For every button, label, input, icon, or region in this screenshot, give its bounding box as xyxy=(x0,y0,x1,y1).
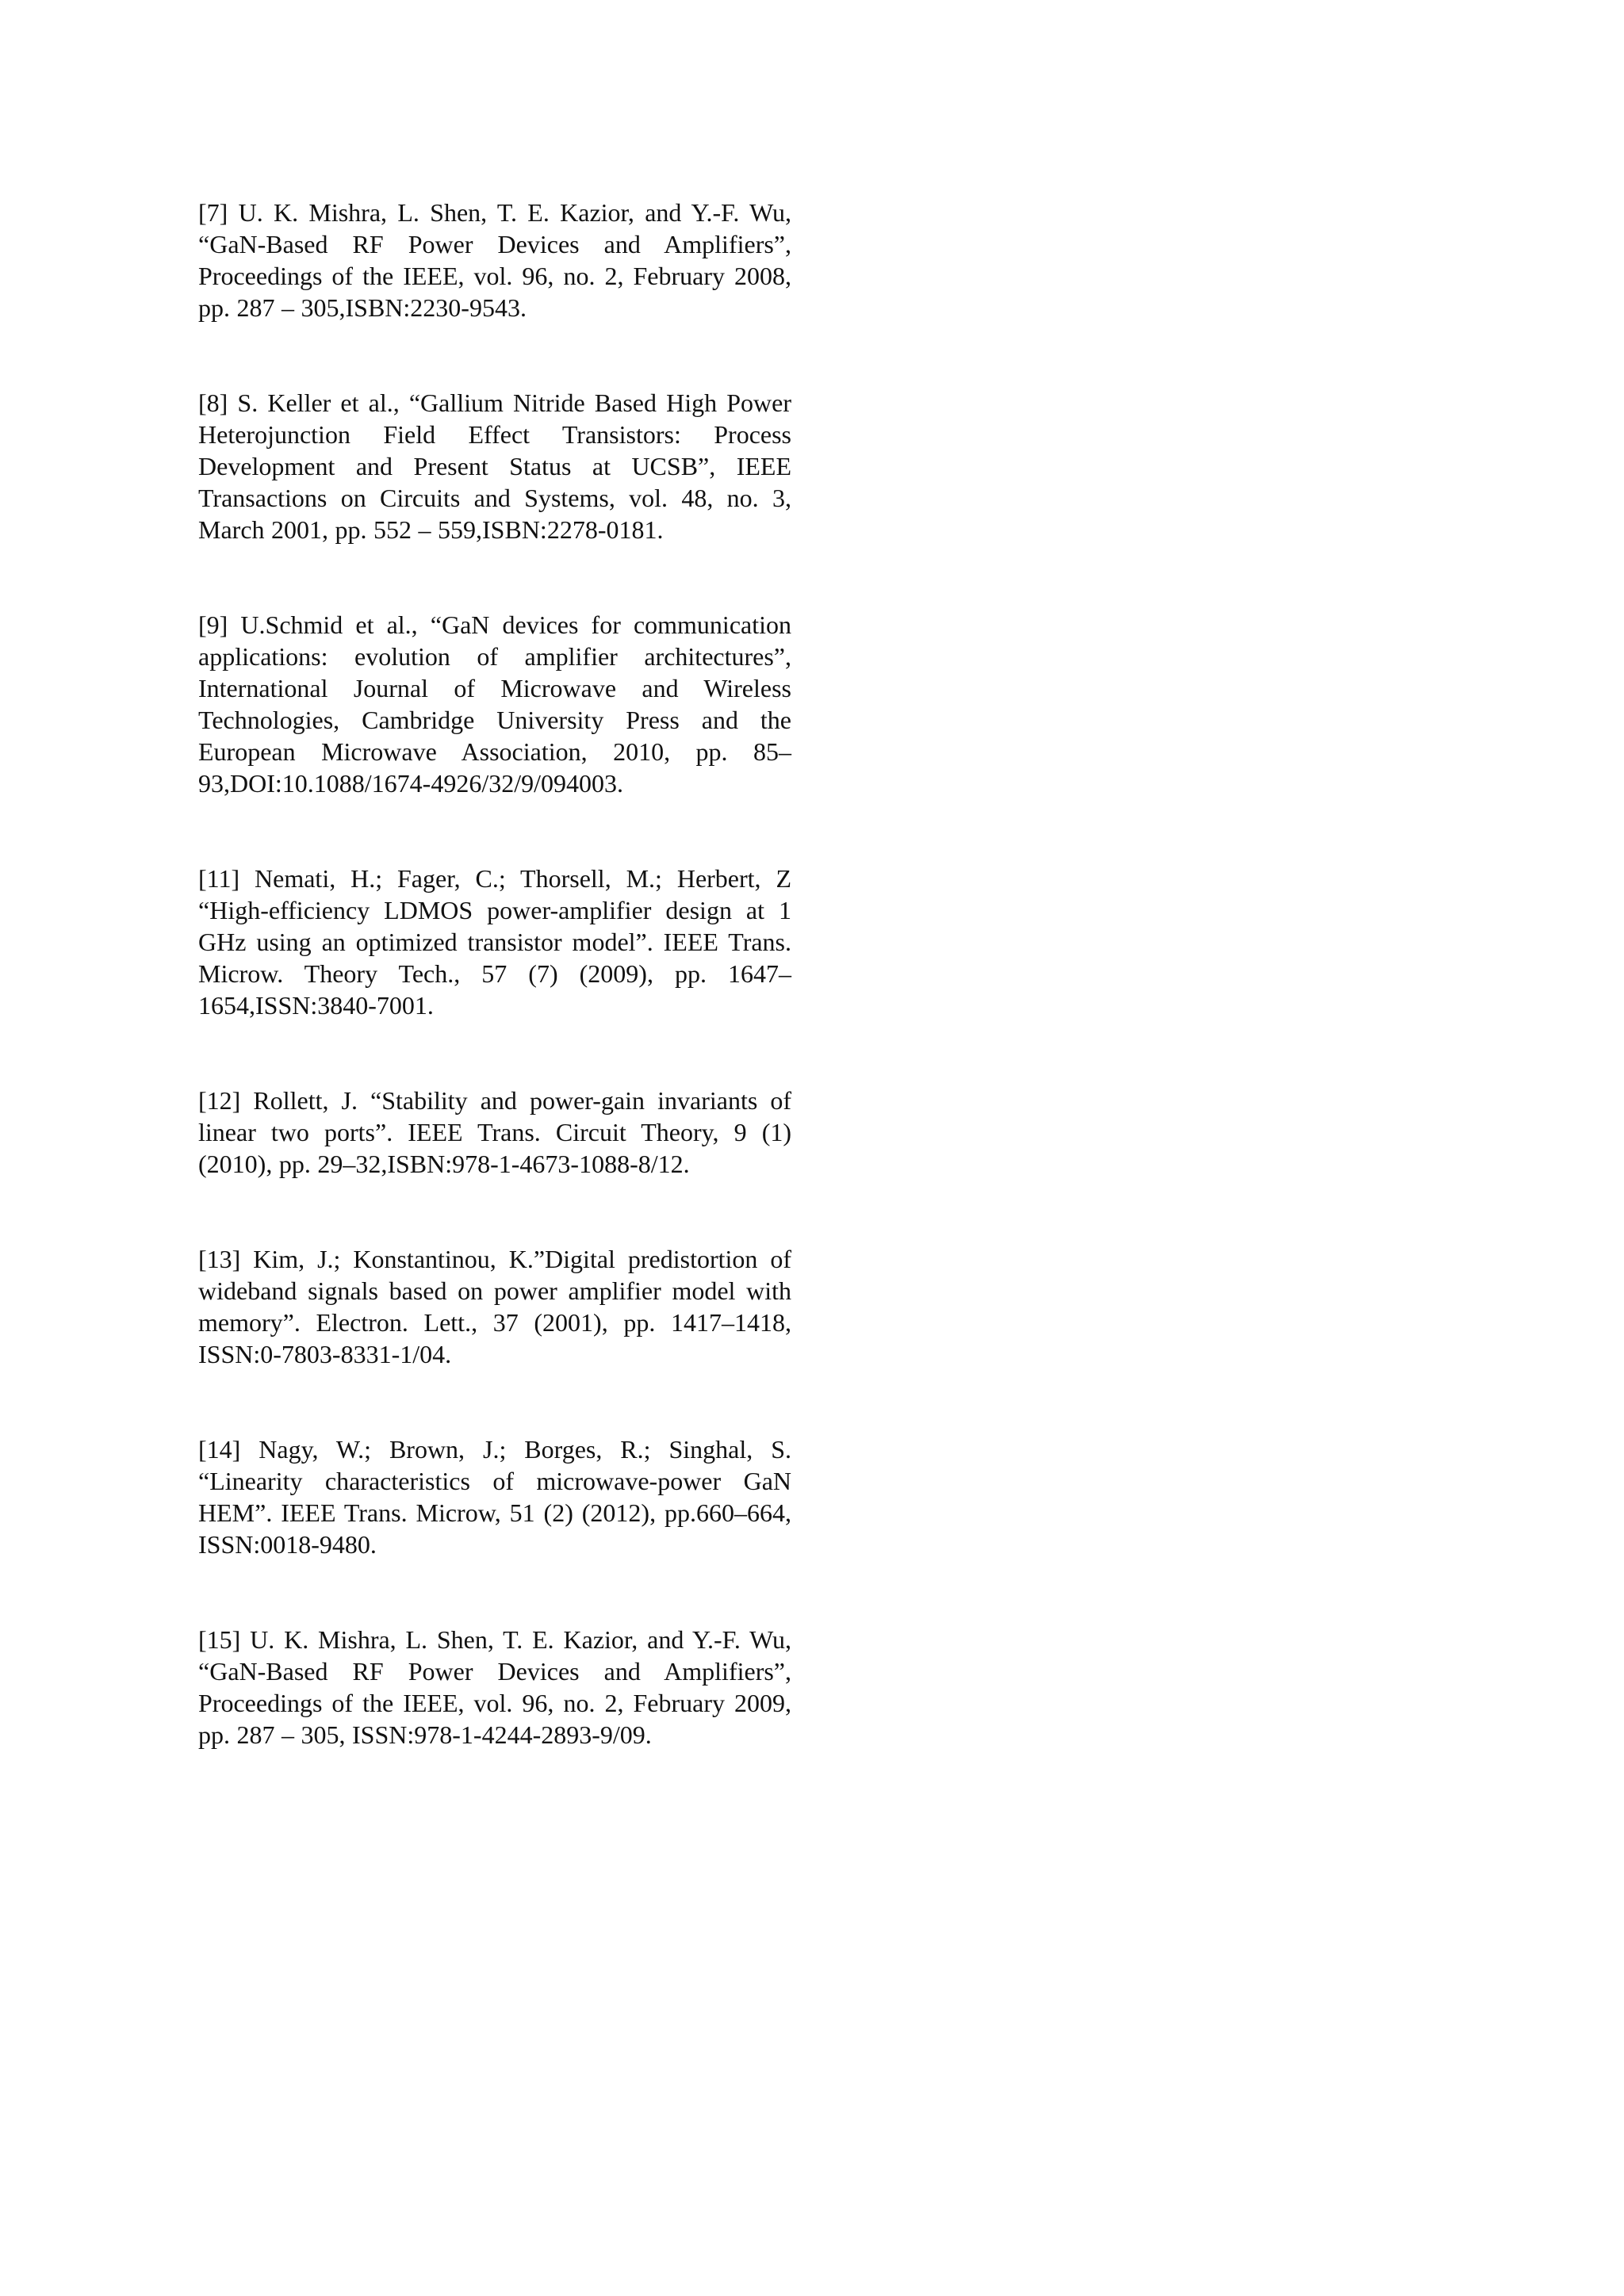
reference-item-15: [15] U. K. Mishra, L. Shen, T. E. Kazior, and Y.-F. Wu, “GaN-Based RF Power Devices and Amplifiers”, Proceedings of the IEEE, vol. 96, no. 2, February 2009, pp. 287 – 305, ISSN:978-1-4244-2893-9/09. xyxy=(198,1625,791,1749)
reference-item-8: [8] S. Keller et al., “Gallium Nitride Based High Power Heterojunction Field Effect Transistors: Process Development and Present Status at UCSB”, IEEE Transactions on Circuits and Systems, vol. 48, no. 3, March 2001, pp. 552 – 559,ISBN:2278-0181. xyxy=(198,388,791,544)
reference-item-11: [11] Nemati, H.; Fager, C.; Thorsell, M.; Herbert, Z “High-efficiency LDMOS power-amplifier design at 1 GHz using an optimized transistor model”. IEEE Trans. Microw. Theory Tech., 57 (7) (2009), pp. 1647–1654,ISSN:3840-7001. xyxy=(198,864,791,1020)
reference-item-7: [7] U. K. Mishra, L. Shen, T. E. Kazior, and Y.-F. Wu, “GaN-Based RF Power Devices and Amplifiers”, Proceedings of the IEEE, vol. 96, no. 2, February 2008, pp. 287 – 305,ISBN:2230-9543. xyxy=(198,198,791,322)
reference-item-9: [9] U.Schmid et al., “GaN devices for communication applications: evolution of amplifier architectures”, International Journal of Microwave and Wireless Technologies, Cambridge University Press and the European Microwave Association, 2010, pp. 85–93,DOI:10.1088/1674-4926/32/9/094003. xyxy=(198,610,791,798)
reference-list xyxy=(198,197,791,1814)
reference-item-14: [14] Nagy, W.; Brown, J.; Borges, R.; Singhal, S. “Linearity characteristics of microwave-power GaN HEM”. IEEE Trans. Microw, 51 (2) (2012), pp.660–664, ISSN:0018-9480. xyxy=(198,1435,791,1559)
reference-item-13: [13] Kim, J.; Konstantinou, K.”Digital predistortion of wideband signals based on power amplifier model with memory”. Electron. Lett., 37 (2001), pp. 1417–1418, ISSN:0-7803-8331-1/04. xyxy=(198,1245,791,1368)
reference-item-12: [12] Rollett, J. “Stability and power-gain invariants of linear two ports”. IEEE Trans. Circuit Theory, 9 (1) (2010), pp. 29–32,ISBN:978-1-4673-1088-8/12. xyxy=(198,1086,791,1178)
